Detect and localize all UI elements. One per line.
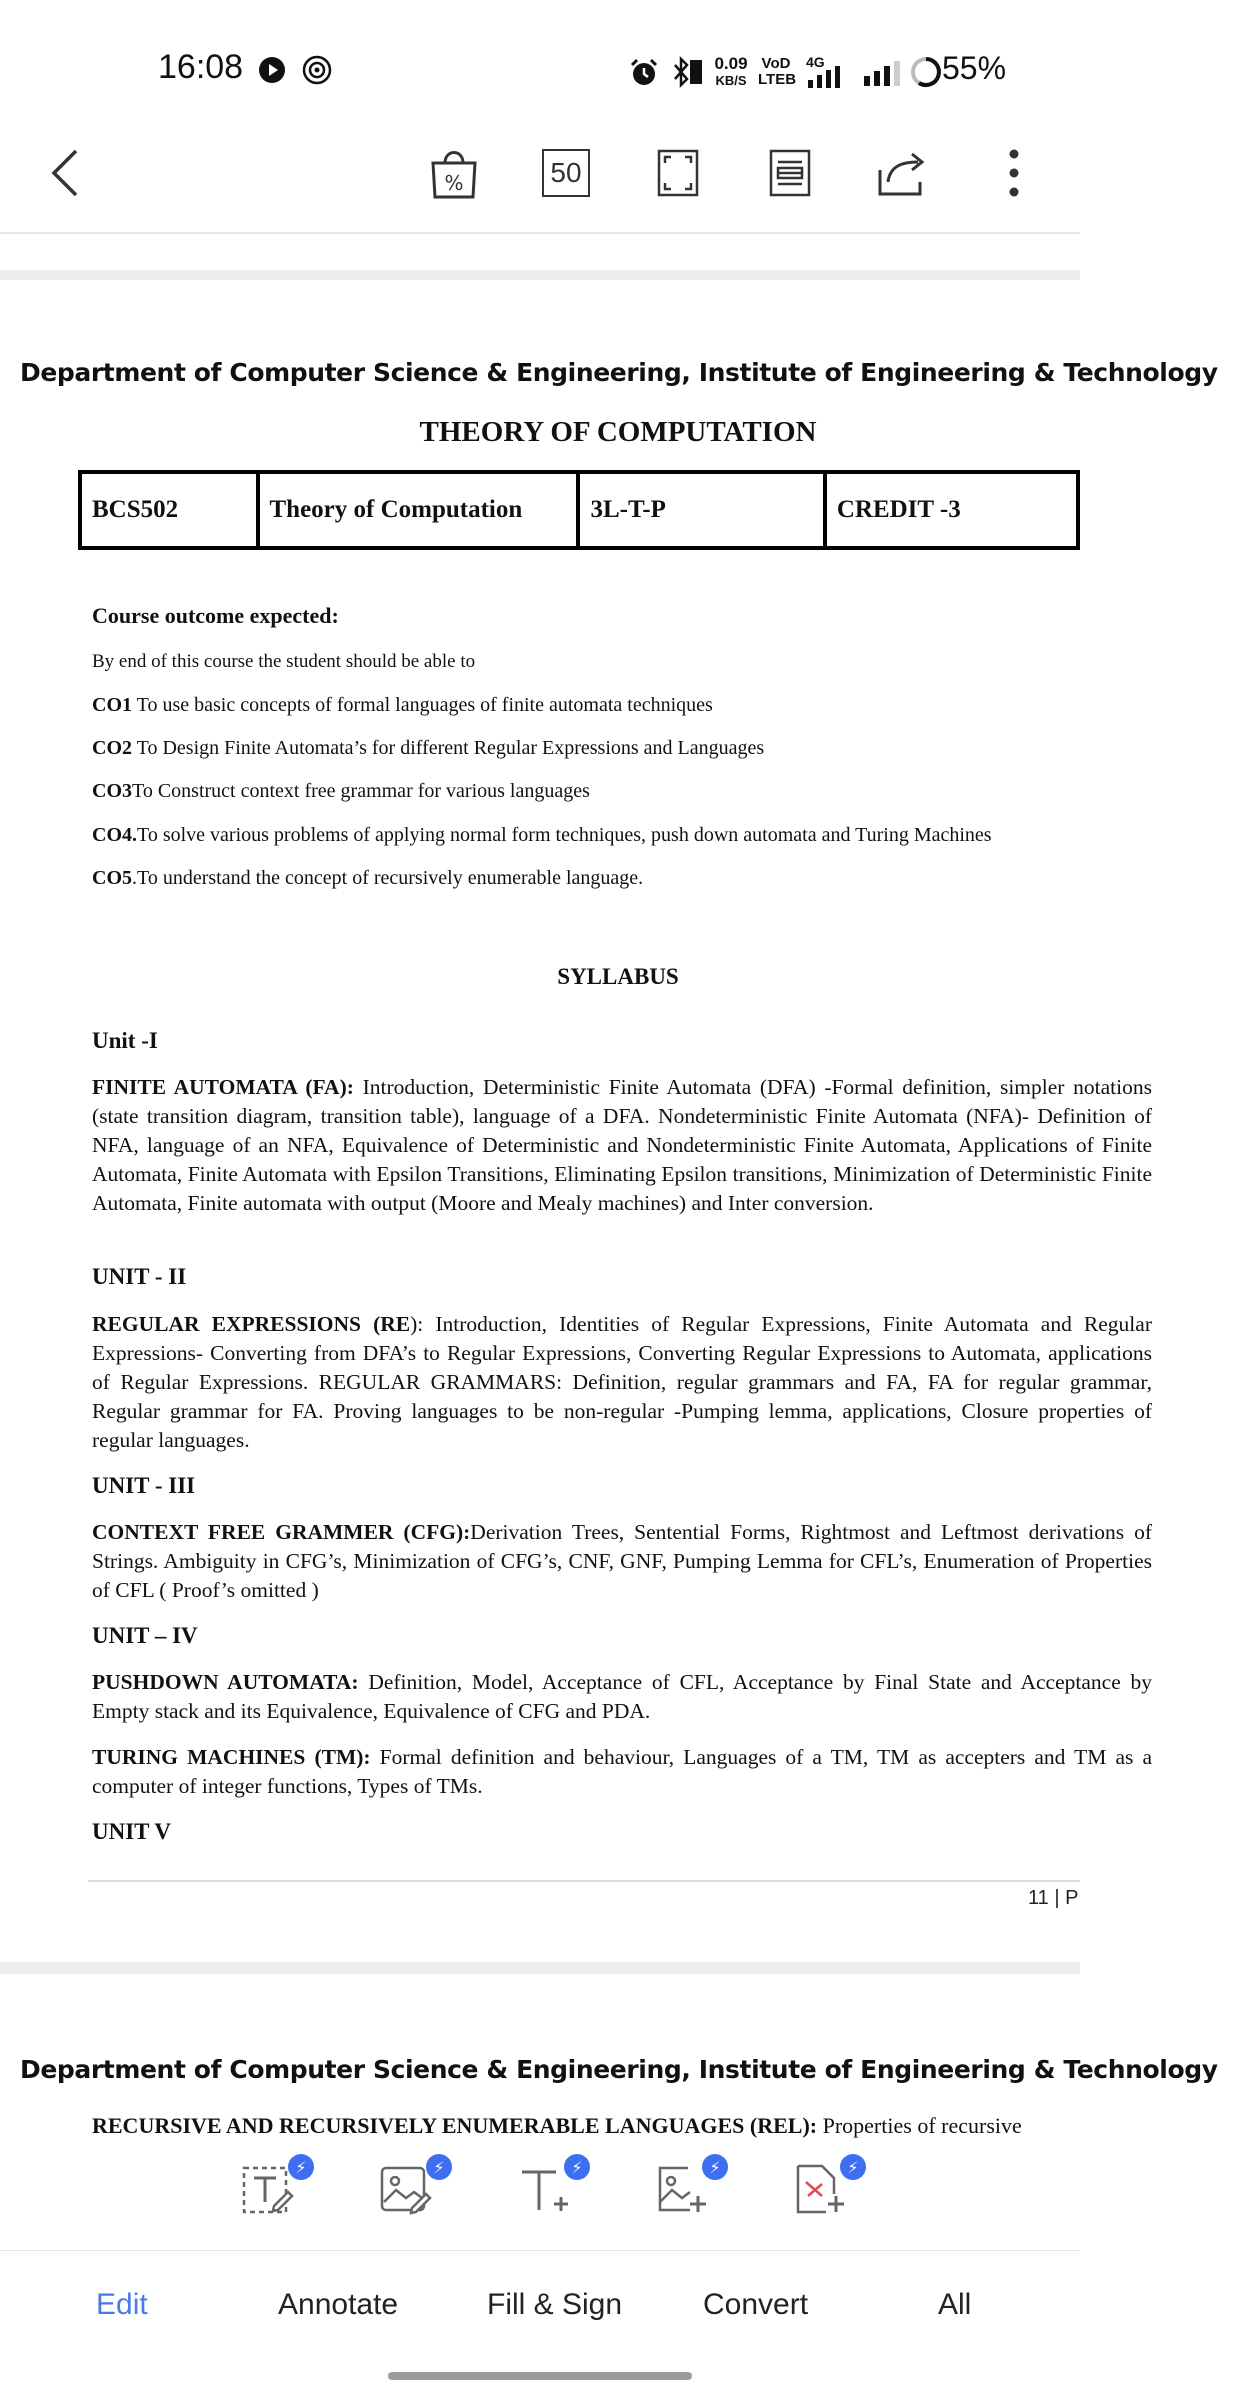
premium-badge: ⚡ [564,2154,590,2180]
outcome-text: To Construct context free grammar for various languages [132,780,590,802]
clock: 16:08 [158,48,244,86]
outcome-text: To use basic concepts of formal languages of finite automata techniques [132,694,713,716]
outcome-co5 [92,867,643,890]
syllabus-heading: SYLLABUS [557,964,679,989]
status-bar [0,0,1080,140]
toolbar-divider [0,232,1080,234]
outcome-text: To solve various problems of applying normal form techniques, push down automata and Turing Machines [137,824,992,846]
premium-badge: ⚡ [288,2154,314,2180]
share-button[interactable] [872,143,932,203]
premium-badge: ⚡ [840,2154,866,2180]
page-footer-rule [88,1880,1080,1882]
tab-convert[interactable]: Convert [703,2288,809,2321]
rel-text [92,2113,1022,2139]
unit-heading: TURING MACHINES (TM): [92,1745,371,1769]
unit-5-title: UNIT V [92,1819,172,1844]
unit-body: Formal definition and behaviour, Languages of a TM, TM as accepters and TM as a computer of integer functions, Types of TMs. [92,1745,1152,1798]
reading-mode-icon [768,148,812,198]
outcome-co1 [92,694,713,717]
bluetooth-icon [672,56,692,88]
outcome-co4 [92,824,992,847]
unit-2-title: UNIT - II [92,1264,187,1289]
net-speed: 0.09 KB/S [714,54,748,88]
unit-4-text-tm [92,1743,1152,1801]
unit-body: ): Introduction, Identities of Regular Expressions, Finite Automata and Regular Expressions- Converting from DFA’s to Regular Expressions, Converting Regular Expressions to Automata, applications of Regular Expressions. REGULAR GRAMMARS: Definition, regular grammars and FA, FA for regular grammar, Regular grammar for FA. Proving languages to be non-regular -Pumping lemma, applications, Closure properties of regular languages. [92,1312,1152,1452]
add-text-tool[interactable] [516,2157,583,2222]
back-button[interactable] [36,143,96,203]
unit-2-text [92,1310,1152,1455]
unit-body: Definition, Model, Acceptance of CFL, Acceptance by Final State and Acceptance by Empty stack and its Equivalence, Equivalence of CFG and PDA. [92,1670,1152,1723]
page-gap [0,1962,1080,1974]
outcome-code: CO1 [92,694,132,716]
premium-badge: ⚡ [426,2154,452,2180]
unit-heading: FINITE AUTOMATA (FA): [92,1075,354,1099]
page-zoom-button[interactable] [536,143,596,203]
unit-heading: PUSHDOWN AUTOMATA: [92,1670,359,1694]
outcome-co2 [92,737,764,760]
bottom-divider [0,2250,1080,2251]
edit-text-tool[interactable] [240,2157,307,2222]
unit-1-text [92,1073,1152,1247]
hotspot-icon [301,54,333,86]
volte-indicator: VoD LTEB [758,55,797,88]
outcome-code: CO3 [92,780,132,802]
unit-4-text [92,1668,1152,1726]
department-header: Department of Computer Science & Engineering, Institute of Engineering & Technology [20,358,1218,387]
svg-text:%: % [444,171,464,195]
battery-icon [910,56,942,88]
add-image-tool[interactable] [654,2157,721,2222]
page-zoom-icon: 50 [542,149,590,197]
unit-4-title: UNIT – IV [92,1623,198,1648]
unit-3-title: UNIT - III [92,1473,196,1498]
discount-bag-icon [427,145,481,201]
page-number: 11 | P [1028,1887,1079,1909]
course-hours: 3L-T-P [578,472,824,548]
course-info-table [78,470,1080,550]
fullscreen-button[interactable] [648,143,708,203]
outcome-intro: By end of this course the student should be able to [92,651,476,672]
unit-3-text [92,1518,1152,1605]
play-icon [258,56,286,84]
signal-icon [862,60,904,86]
more-icon [1006,146,1022,200]
tab-all[interactable]: All [938,2288,972,2321]
share-icon [876,148,928,198]
alarm-icon [628,56,660,88]
course-credit: CREDIT -3 [825,472,1078,548]
home-indicator[interactable] [388,2372,692,2380]
unit-body: Introduction, Deterministic Finite Automata (DFA) -Formal definition, simpler notations (state transition diagram, transition table), language of a DFA. Nondeterministic Finite Automata (NFA)- Definition of NFA, language of an NFA, Equivalence of Deterministic and Nondeterministic Finite Automata, Applications of Finite Automata, Finite Automata with Epsilon Transitions, Eliminating Epsilon transitions, Minimization of Deterministic Finite Automata, Finite automata with output (Moore and Mealy machines) and Inter conversion. [92,1075,1152,1215]
fullscreen-icon [656,148,700,198]
unit-1-title: Unit -I [92,1028,158,1053]
unit-heading: RECURSIVE AND RECURSIVELY ENUMERABLE LANGUAGES (REL): [92,2113,818,2138]
department-header: Department of Computer Science & Engineering, Institute of Engineering & Technology [20,2055,1218,2084]
tab-edit[interactable]: Edit [96,2288,148,2321]
edit-image-tool[interactable] [378,2157,445,2222]
signal-bar-icon [690,60,702,84]
outcome-code: CO4. [92,824,137,846]
document-title: THEORY OF COMPUTATION [419,416,817,448]
course-code: BCS502 [80,472,258,548]
outcome-text: To Design Finite Automata’s for different Regular Expressions and Languages [132,737,765,759]
tab-annotate[interactable]: Annotate [278,2288,399,2321]
reading-mode-button[interactable] [760,143,820,203]
unit-body: Derivation Trees, Sentential Forms, Rightmost and Leftmost derivations of Strings. Ambiguity in CFG’s, Minimization of CFG’s, CNF, GNF, Pumping Lemma for CFL’s, Enumeration of Properties of CFL ( Proof’s omitted ) [92,1520,1153,1602]
outcome-code: CO5 [92,867,132,889]
tab-fill-sign[interactable]: Fill & Sign [487,2288,623,2321]
unit-body: Properties of recursive [817,2113,1022,2138]
add-watermark-tool[interactable] [792,2157,859,2222]
signal-icon [806,66,842,88]
page-gap [0,270,1080,280]
outcome-heading: Course outcome expected: [92,603,339,628]
battery-percent: 55% [942,50,1007,86]
outcome-code: CO2 [92,737,132,759]
course-name: Theory of Computation [258,472,579,548]
more-button[interactable] [984,143,1044,203]
network-type: 4G [806,54,825,70]
discount-button[interactable] [424,143,484,203]
outcome-text: .To understand the concept of recursively enumerable language. [132,867,644,889]
unit-heading: CONTEXT FREE GRAMMER (CFG): [92,1520,471,1544]
premium-badge: ⚡ [702,2154,728,2180]
outcome-co3 [92,780,590,803]
back-icon [46,145,86,201]
unit-heading: REGULAR EXPRESSIONS (RE [92,1312,411,1336]
